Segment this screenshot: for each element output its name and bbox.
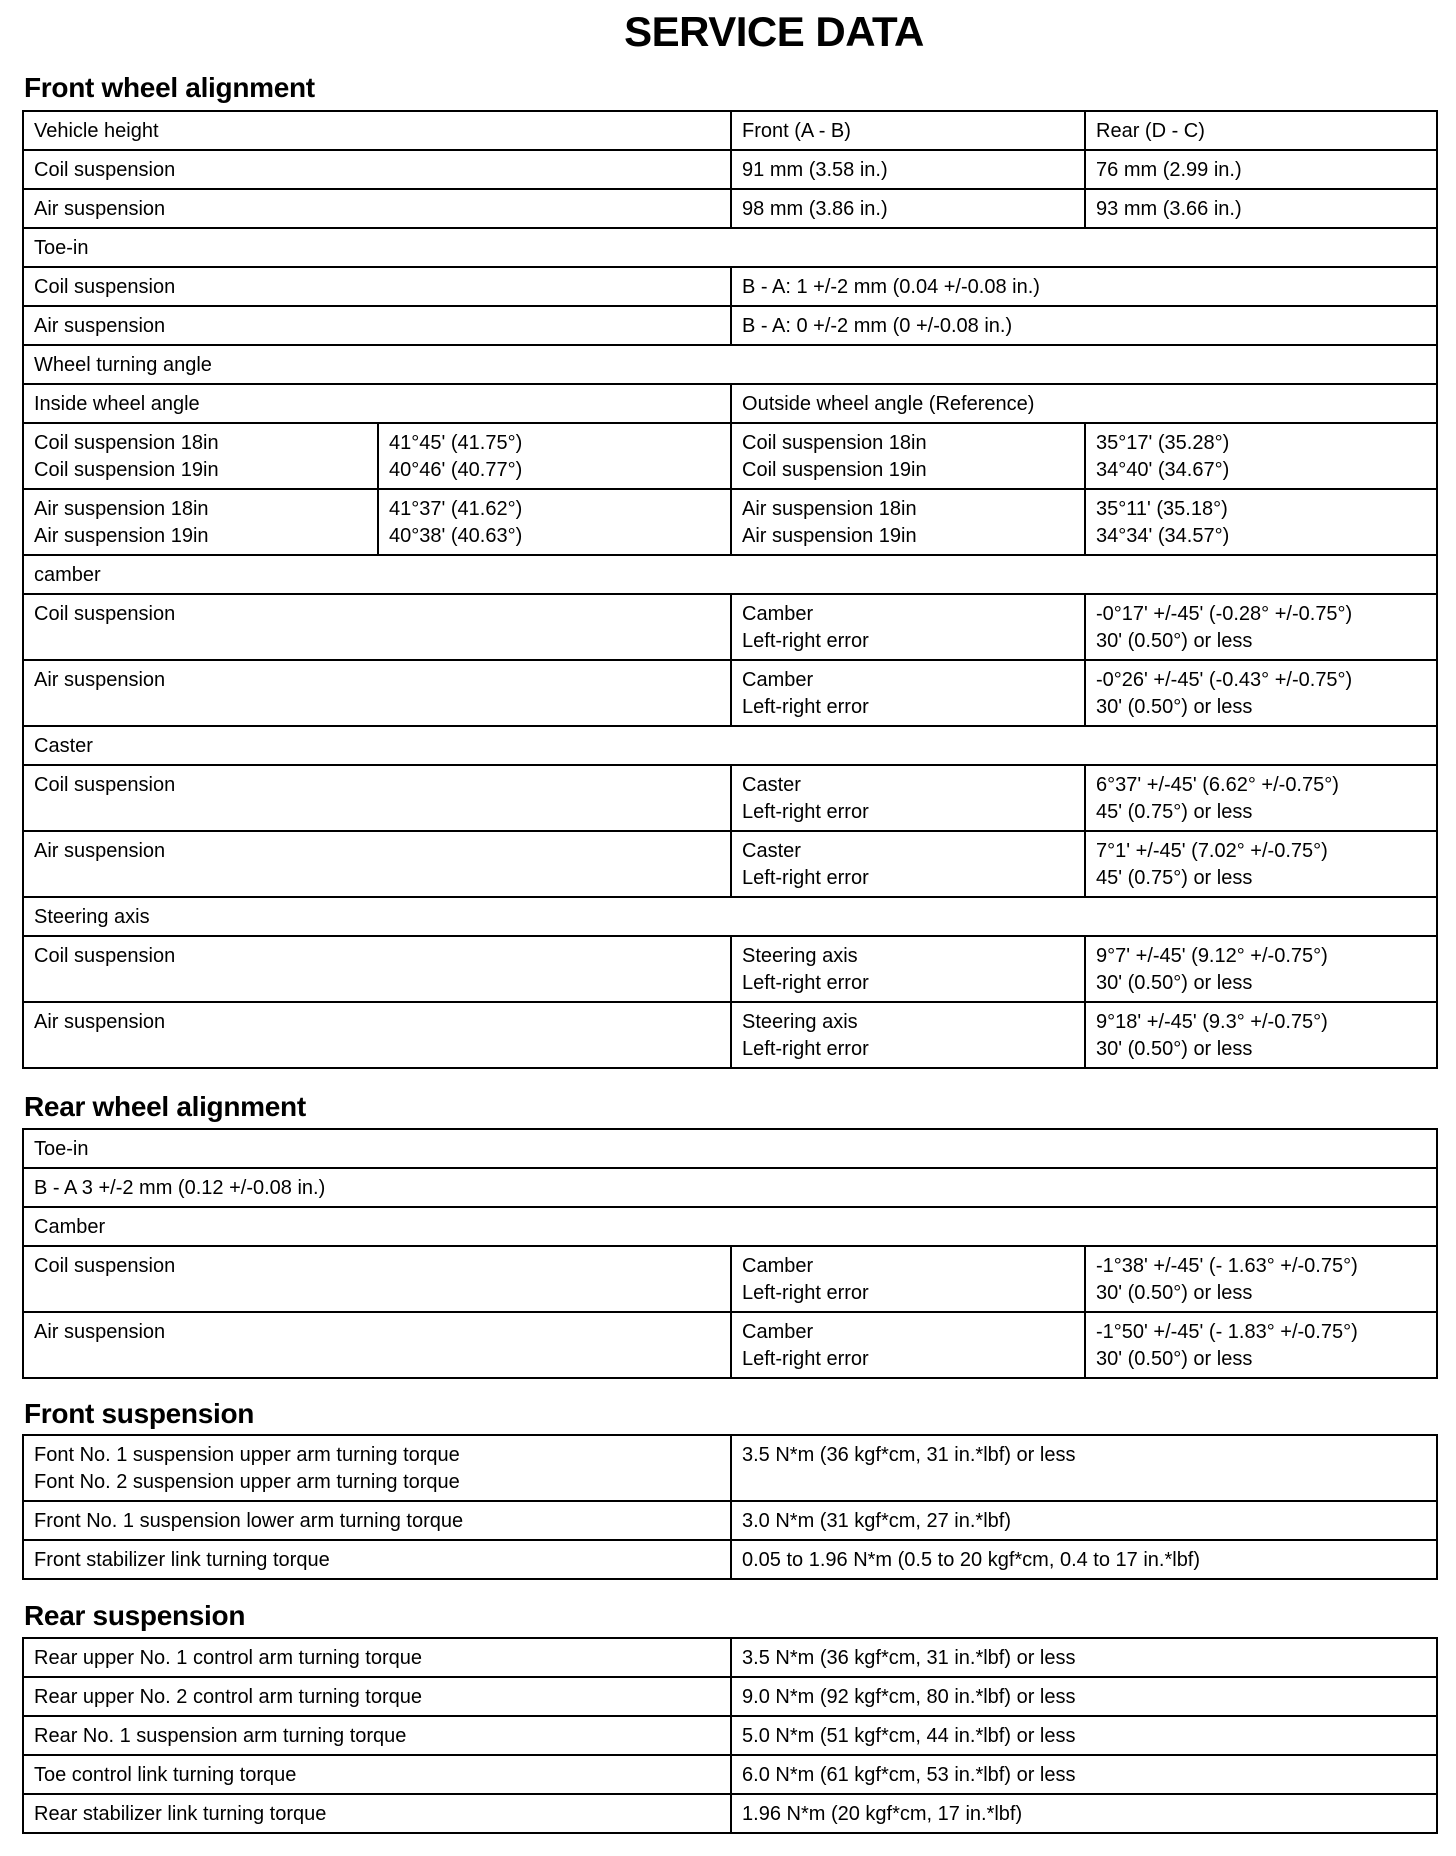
- cell-text: Font No. 1 suspension upper arm turning torque: [34, 1444, 460, 1466]
- cell-text: Coil suspension: [34, 159, 176, 181]
- rear-wheel-alignment-heading: Rear wheel alignment: [24, 1091, 306, 1122]
- table-cell: [23, 1246, 731, 1312]
- cell-text: Air suspension 18in: [742, 498, 917, 520]
- cell-text: Air suspension 18in: [34, 498, 209, 520]
- table-cell: [23, 1435, 731, 1501]
- cell-text: Front (A - B): [742, 120, 851, 142]
- table-cell: [1085, 111, 1437, 150]
- table-cell: [731, 1501, 1437, 1540]
- table-cell: [23, 150, 731, 189]
- cell-text: 93 mm (3.66 in.): [1096, 198, 1242, 220]
- table-cell: [23, 1638, 731, 1677]
- cell-text: 30' (0.50°) or less: [1096, 1038, 1253, 1060]
- table-row: [23, 936, 1437, 1002]
- cell-text: 41°45' (41.75°): [389, 432, 523, 454]
- cell-text: 40°38' (40.63°): [389, 525, 523, 547]
- table-row: [23, 111, 1437, 150]
- cell-text: Coil suspension 19in: [34, 459, 219, 481]
- cell-text: 7°1' +/-45' (7.02° +/-0.75°): [1096, 840, 1328, 862]
- table-row: [23, 1129, 1437, 1168]
- cell-text: Rear stabilizer link turning torque: [34, 1803, 327, 1825]
- table-cell: [23, 1207, 1437, 1246]
- cell-text: 34°34' (34.57°): [1096, 525, 1230, 547]
- cell-text: 40°46' (40.77°): [389, 459, 523, 481]
- table-cell: [731, 1246, 1085, 1312]
- cell-text: 1.96 N*m (20 kgf*cm, 17 in.*lbf): [742, 1803, 1023, 1825]
- table-row: [23, 765, 1437, 831]
- cell-text: 9°7' +/-45' (9.12° +/-0.75°): [1096, 945, 1328, 967]
- cell-text: Left-right error: [742, 972, 869, 994]
- table-cell: [23, 1129, 1437, 1168]
- table-cell: [23, 1794, 731, 1833]
- cell-text: -0°26' +/-45' (-0.43° +/-0.75°): [1096, 669, 1353, 691]
- table-cell: [23, 306, 731, 345]
- cell-text: 35°17' (35.28°): [1096, 432, 1230, 454]
- cell-text: Air suspension: [34, 1011, 166, 1033]
- cell-text: Camber: [742, 669, 814, 691]
- table-cell: [23, 111, 731, 150]
- cell-text: Camber: [742, 603, 814, 625]
- table-cell: [731, 831, 1085, 897]
- cell-text: Coil suspension: [34, 774, 176, 796]
- cell-text: Rear upper No. 2 control arm turning torque: [34, 1686, 422, 1708]
- cell-text: 76 mm (2.99 in.): [1096, 159, 1242, 181]
- rear-wheel-alignment-table: [22, 1128, 1438, 1379]
- cell-text: Rear upper No. 1 control arm turning torque: [34, 1647, 422, 1669]
- rear-suspension-heading: Rear suspension: [24, 1600, 246, 1631]
- table-row: [23, 555, 1437, 594]
- table-cell: [23, 765, 731, 831]
- cell-text: B - A: 1 +/-2 mm (0.04 +/-0.08 in.): [742, 276, 1040, 298]
- table-cell: [731, 489, 1085, 555]
- cell-text: 30' (0.50°) or less: [1096, 630, 1253, 652]
- cell-text: 6°37' +/-45' (6.62° +/-0.75°): [1096, 774, 1339, 796]
- table-cell: [1085, 150, 1437, 189]
- table-cell: [731, 594, 1085, 660]
- table-cell: [23, 936, 731, 1002]
- table-cell: [23, 1755, 731, 1794]
- cell-text: Rear No. 1 suspension arm turning torque: [34, 1725, 407, 1747]
- table-cell: [731, 1312, 1085, 1378]
- table-row: [23, 1207, 1437, 1246]
- table-row: [23, 1435, 1437, 1501]
- table-cell: [23, 345, 1437, 384]
- table-cell: [23, 660, 731, 726]
- cell-text: 3.5 N*m (36 kgf*cm, 31 in.*lbf) or less: [742, 1647, 1076, 1669]
- table-cell: [1085, 1002, 1437, 1068]
- cell-text: Left-right error: [742, 801, 869, 823]
- cell-text: 35°11' (35.18°): [1096, 498, 1228, 520]
- table-cell: [731, 1002, 1085, 1068]
- cell-text: Air suspension: [34, 198, 166, 220]
- cell-text: Outside wheel angle (Reference): [742, 393, 1035, 415]
- table-cell: [23, 189, 731, 228]
- table-row: [23, 1312, 1437, 1378]
- table-cell: [1085, 189, 1437, 228]
- cell-text: Toe-in: [34, 1138, 89, 1160]
- cell-text: 9.0 N*m (92 kgf*cm, 80 in.*lbf) or less: [742, 1686, 1076, 1708]
- table-cell: [23, 1002, 731, 1068]
- table-cell: [23, 267, 731, 306]
- cell-text: Left-right error: [742, 1038, 869, 1060]
- cell-text: 45' (0.75°) or less: [1096, 801, 1253, 823]
- table-cell: [23, 384, 731, 423]
- cell-text: 30' (0.50°) or less: [1096, 1348, 1253, 1370]
- table-cell: [23, 1716, 731, 1755]
- table-cell: [23, 726, 1437, 765]
- table-cell: [731, 1794, 1437, 1833]
- table-row: [23, 660, 1437, 726]
- cell-text: Camber: [742, 1321, 814, 1343]
- front-suspension-table: [22, 1434, 1438, 1580]
- table-cell: [23, 1312, 731, 1378]
- table-row: [23, 1540, 1437, 1579]
- cell-text: Steering axis: [34, 906, 150, 928]
- cell-text: Air suspension 19in: [34, 525, 209, 547]
- table-cell: [731, 1435, 1437, 1501]
- cell-text: Left-right error: [742, 1282, 869, 1304]
- table-cell: [1085, 765, 1437, 831]
- cell-text: Left-right error: [742, 696, 869, 718]
- table-row: [23, 423, 1437, 489]
- rear-suspension-table: [22, 1637, 1438, 1834]
- table-row: [23, 267, 1437, 306]
- cell-text: -0°17' +/-45' (-0.28° +/-0.75°): [1096, 603, 1353, 625]
- table-row: [23, 594, 1437, 660]
- cell-text: Steering axis: [742, 945, 858, 967]
- table-cell: [378, 423, 731, 489]
- table-cell: [731, 1638, 1437, 1677]
- cell-text: Left-right error: [742, 867, 869, 889]
- cell-text: Toe-in: [34, 237, 89, 259]
- table-row: [23, 345, 1437, 384]
- cell-text: Coil suspension 19in: [742, 459, 927, 481]
- front-wheel-alignment-table: [22, 110, 1438, 1069]
- table-row: [23, 150, 1437, 189]
- table-cell: [1085, 594, 1437, 660]
- cell-text: B - A 3 +/-2 mm (0.12 +/-0.08 in.): [34, 1177, 326, 1199]
- table-cell: [1085, 831, 1437, 897]
- table-cell: [731, 660, 1085, 726]
- cell-text: Left-right error: [742, 1348, 869, 1370]
- cell-text: 3.5 N*m (36 kgf*cm, 31 in.*lbf) or less: [742, 1444, 1076, 1466]
- table-row: [23, 1638, 1437, 1677]
- table-cell: [23, 228, 1437, 267]
- table-cell: [23, 1501, 731, 1540]
- table-cell: [731, 1677, 1437, 1716]
- cell-text: Caster: [742, 840, 801, 862]
- cell-text: Inside wheel angle: [34, 393, 200, 415]
- cell-text: Air suspension: [34, 315, 166, 337]
- table-cell: [731, 1540, 1437, 1579]
- table-row: [23, 1755, 1437, 1794]
- table-cell: [731, 765, 1085, 831]
- cell-text: 6.0 N*m (61 kgf*cm, 53 in.*lbf) or less: [742, 1764, 1076, 1786]
- cell-text: Caster: [742, 774, 801, 796]
- cell-text: 5.0 N*m (51 kgf*cm, 44 in.*lbf) or less: [742, 1725, 1076, 1747]
- table-cell: [23, 555, 1437, 594]
- table-row: [23, 228, 1437, 267]
- cell-text: Toe control link turning torque: [34, 1764, 297, 1786]
- cell-text: 45' (0.75°) or less: [1096, 867, 1253, 889]
- cell-text: 9°18' +/-45' (9.3° +/-0.75°): [1096, 1011, 1328, 1033]
- cell-text: 30' (0.50°) or less: [1096, 972, 1253, 994]
- table-cell: [23, 1168, 1437, 1207]
- cell-text: Air suspension: [34, 840, 166, 862]
- table-cell: [731, 267, 1437, 306]
- cell-text: Coil suspension 18in: [742, 432, 927, 454]
- table-cell: [1085, 660, 1437, 726]
- table-cell: [1085, 936, 1437, 1002]
- table-row: [23, 1794, 1437, 1833]
- cell-text: 30' (0.50°) or less: [1096, 696, 1253, 718]
- table-cell: [378, 489, 731, 555]
- table-cell: [731, 189, 1085, 228]
- cell-text: Front stabilizer link turning torque: [34, 1549, 330, 1571]
- cell-text: Rear (D - C): [1096, 120, 1205, 142]
- table-row: [23, 1716, 1437, 1755]
- table-row: [23, 1246, 1437, 1312]
- cell-text: Vehicle height: [34, 120, 159, 142]
- cell-text: 91 mm (3.58 in.): [742, 159, 888, 181]
- table-cell: [1085, 1312, 1437, 1378]
- table-cell: [731, 1716, 1437, 1755]
- table-cell: [731, 150, 1085, 189]
- table-row: [23, 1002, 1437, 1068]
- table-cell: [23, 897, 1437, 936]
- cell-text: Coil suspension: [34, 945, 176, 967]
- table-row: [23, 831, 1437, 897]
- cell-text: -1°50' +/-45' (- 1.83° +/-0.75°): [1096, 1321, 1358, 1343]
- table-cell: [1085, 489, 1437, 555]
- cell-text: Coil suspension: [34, 276, 176, 298]
- cell-text: Coil suspension 18in: [34, 432, 219, 454]
- table-cell: [23, 1540, 731, 1579]
- table-row: [23, 1168, 1437, 1207]
- cell-text: Air suspension: [34, 669, 166, 691]
- table-cell: [731, 111, 1085, 150]
- cell-text: Left-right error: [742, 630, 869, 652]
- cell-text: Air suspension: [34, 1321, 166, 1343]
- cell-text: Wheel turning angle: [34, 354, 212, 376]
- table-cell: [23, 489, 378, 555]
- table-cell: [1085, 423, 1437, 489]
- table-cell: [23, 1677, 731, 1716]
- cell-text: Font No. 2 suspension upper arm turning torque: [34, 1471, 460, 1493]
- cell-text: 30' (0.50°) or less: [1096, 1282, 1253, 1304]
- front-suspension-heading: Front suspension: [24, 1398, 255, 1429]
- cell-text: Coil suspension: [34, 603, 176, 625]
- table-cell: [1085, 1246, 1437, 1312]
- cell-text: 34°40' (34.67°): [1096, 459, 1230, 481]
- cell-text: Front No. 1 suspension lower arm turning torque: [34, 1510, 464, 1532]
- table-cell: [731, 936, 1085, 1002]
- table-cell: [731, 384, 1437, 423]
- cell-text: Camber: [742, 1255, 814, 1277]
- cell-text: Steering axis: [742, 1011, 858, 1033]
- cell-text: Air suspension 19in: [742, 525, 917, 547]
- table-cell: [731, 1755, 1437, 1794]
- cell-text: 41°37' (41.62°): [389, 498, 523, 520]
- table-cell: [23, 594, 731, 660]
- cell-text: -1°38' +/-45' (- 1.63° +/-0.75°): [1096, 1255, 1358, 1277]
- table-cell: [23, 423, 378, 489]
- table-row: [23, 1677, 1437, 1716]
- cell-text: Caster: [34, 735, 93, 757]
- cell-text: Camber: [34, 1216, 106, 1238]
- table-cell: [731, 423, 1085, 489]
- table-row: [23, 384, 1437, 423]
- cell-text: Coil suspension: [34, 1255, 176, 1277]
- table-row: [23, 306, 1437, 345]
- table-row: [23, 1501, 1437, 1540]
- page-title: SERVICE DATA: [624, 8, 924, 55]
- cell-text: camber: [34, 564, 101, 586]
- table-row: [23, 489, 1437, 555]
- cell-text: 3.0 N*m (31 kgf*cm, 27 in.*lbf): [742, 1510, 1011, 1532]
- cell-text: B - A: 0 +/-2 mm (0 +/-0.08 in.): [742, 315, 1013, 337]
- cell-text: 0.05 to 1.96 N*m (0.5 to 20 kgf*cm, 0.4 to 17 in.*lbf): [742, 1549, 1201, 1571]
- table-row: [23, 189, 1437, 228]
- table-row: [23, 726, 1437, 765]
- table-cell: [731, 306, 1437, 345]
- front-wheel-alignment-heading: Front wheel alignment: [24, 72, 315, 103]
- cell-text: 98 mm (3.86 in.): [742, 198, 888, 220]
- table-row: [23, 897, 1437, 936]
- table-cell: [23, 831, 731, 897]
